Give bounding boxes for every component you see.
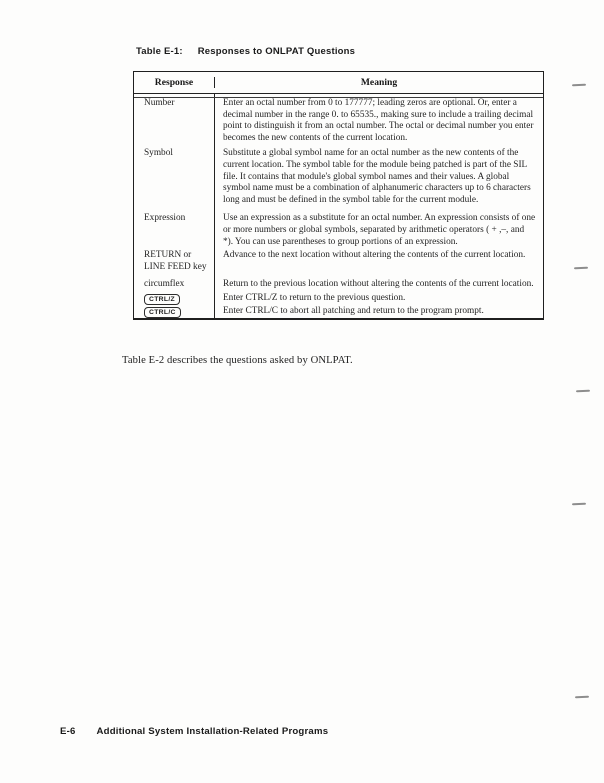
table-header-row (134, 72, 543, 94)
table-row-ctrl-z (134, 293, 543, 306)
column-header-meaning: Meaning (360, 77, 398, 88)
table-title (136, 46, 355, 57)
scan-margin-mark (576, 390, 590, 392)
table-row-ctrl-c (134, 306, 543, 319)
scan-margin-mark (574, 267, 588, 269)
table-title-text: Responses to ONLPAT Questions (197, 46, 356, 57)
response-cell (134, 148, 215, 213)
scan-margin-mark (572, 503, 586, 505)
response-cell (134, 98, 215, 148)
footer-page-number: E-6 (60, 726, 76, 737)
body-paragraph: Table E-2 describes the questions asked by ONLPAT. (122, 355, 353, 366)
footer-section-title: Additional System Installation-Related Programs (96, 726, 329, 737)
table-row-expression (134, 213, 543, 250)
meaning-cell: Use an expression as a substitute for an octal number. An expression consists of one or more numbers or global symbols, separated by arithmetic operators ( + ,–, and *). You can use parentheses to group portions of an expression. (223, 213, 536, 247)
response-cell (134, 279, 215, 293)
table-row-return-linefeed (134, 250, 543, 279)
responses-table (133, 71, 544, 320)
response-label: Symbol (144, 148, 173, 159)
response-cell (134, 213, 215, 250)
response-label: Expression (144, 213, 186, 224)
header-double-rule-left (134, 94, 215, 97)
page-footer (60, 726, 328, 737)
table-row-symbol (134, 148, 543, 213)
table-title-label: Table E-1: (136, 46, 183, 57)
table-row-number (134, 98, 543, 148)
meaning-cell: Enter CTRL/Z to return to the previous question. (223, 292, 406, 303)
response-cell (134, 306, 215, 319)
ctrl-c-keycap: CTRL/C (144, 307, 181, 319)
meaning-cell: Advance to the next location without altering the contents of the current location. (223, 250, 526, 261)
table-row-circumflex (134, 279, 543, 293)
scan-margin-mark (575, 696, 589, 698)
response-label: circumflex (144, 279, 185, 290)
response-label: RETURN or LINE FEED key (144, 250, 207, 272)
response-cell (134, 293, 215, 306)
ctrl-z-keycap: CTRL/Z (144, 294, 180, 306)
scan-margin-mark (572, 84, 586, 86)
header-double-rule-right (215, 94, 543, 97)
meaning-cell: Return to the previous location without altering the contents of the current location. (223, 279, 534, 290)
column-header-response: Response (134, 77, 215, 88)
response-cell (134, 250, 215, 279)
response-label: Number (144, 98, 175, 108)
meaning-cell: Enter an octal number from 0 to 177777; leading zeros are optional. Or, enter a decimal number in the range 0. to 65535., making sure to include a trailing decimal point to distinguish it from an octal number. The octal or decimal number you enter becomes the new contents of the current location. (223, 98, 534, 143)
meaning-cell: Substitute a global symbol name for an octal number as the new contents of the current location. The symbol table for the module being patched is part of the SIL file. It contains that module's global symbol names and their values. A global symbol name must be a combination of alphanumeric characters up to 6 characters long and must be defined in the symbol table for the current module. (223, 148, 531, 205)
meaning-cell: Enter CTRL/C to abort all patching and return to the program prompt. (223, 305, 484, 316)
